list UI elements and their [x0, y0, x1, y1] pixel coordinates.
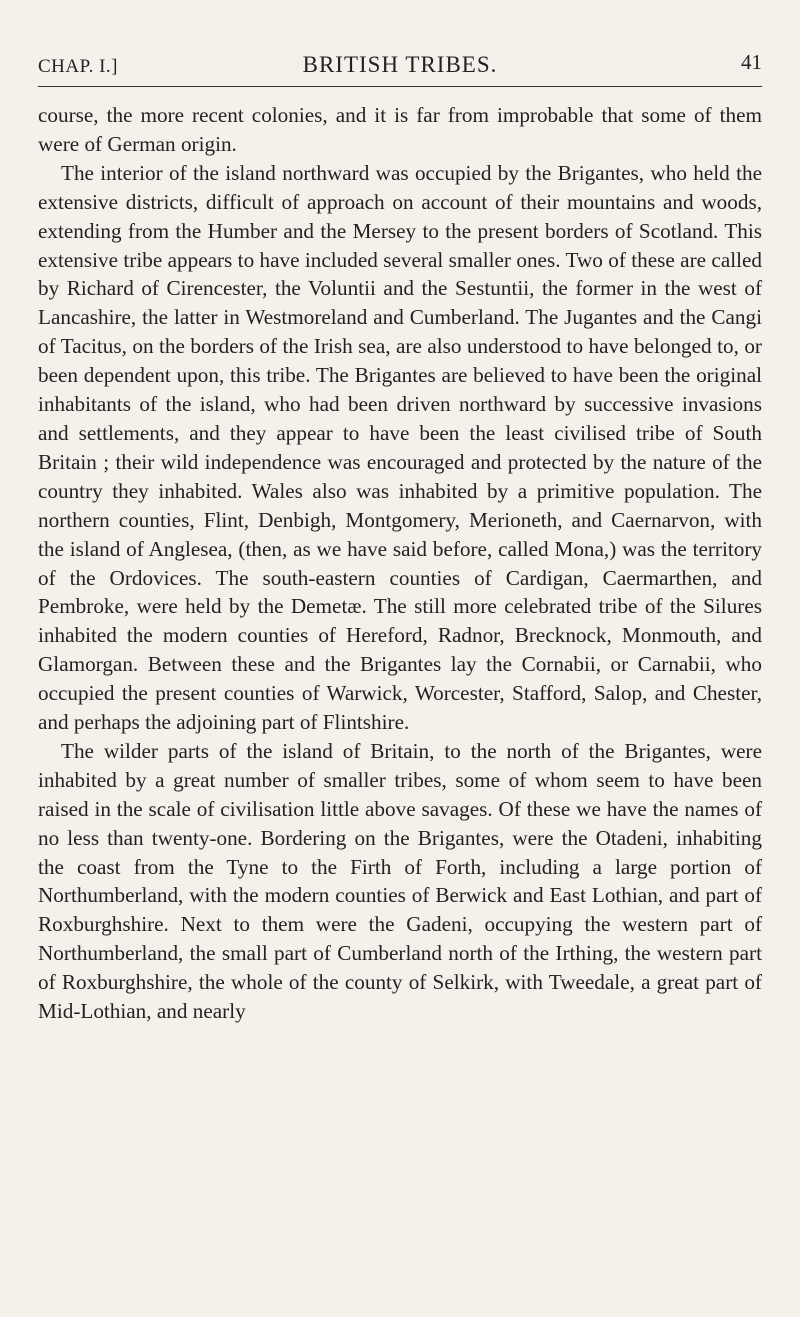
chapter-label: CHAP. I.] [38, 56, 118, 77]
paragraph-brigantes: The interior of the island northward was occupied by the Brigantes, who held the extensive districts, difficult of approach on account of their mountains and woods, extending from the Humber and the Mersey to the present borders of Scotland. This extensive tribe appears to have included several smaller ones. Two of these are called by Richard of Cirencester, the Voluntii and the Sestuntii, the former in the west of Lancashire, the latter in Westmoreland and Cumberland. The Jugantes and the Cangi of Tacitus, on the borders of the Irish sea, are also understood to have belonged to, or been dependent upon, this tribe. The Brigantes are believed to have been the original inhabitants of the island, who had been driven northward by successive invasions and settlements, and they appear to have been the least civilised tribe of South Britain ; their wild independence was encouraged and protected by the nature of the country they inhabited. Wales also was inhabited by a primitive population. The northern counties, Flint, Denbigh, Montgomery, Merioneth, and Caernarvon, with the island of Anglesea, (then, as we have said before, called Mona,) was the territory of the Ordovices. The south-eastern counties of Cardigan, Caermarthen, and Pembroke, were held by the Demetæ. The still more celebrated tribe of the Silures inhabited the modern counties of Hereford, Radnor, Brecknock, Monmouth, and Glamorgan. Between these and the Brigantes lay the Cornabii, or Carnabii, who occupied the present counties of Warwick, Worcester, Stafford, Salop, and Chester, and perhaps the adjoining part of Flintshire. [38, 160, 762, 735]
page-title: BRITISH TRIBES. [302, 52, 498, 77]
body-text [38, 101, 762, 1026]
running-head [38, 46, 762, 87]
paragraph-continuation: course, the more recent colonies, and it is far from improbable that some of them were of German origin. [38, 103, 762, 156]
page-number: 41 [741, 50, 762, 74]
paragraph-northern-tribes: The wilder parts of the island of Britain, to the north of the Brigantes, were inhabited by a great number of smaller tribes, some of whom seem to have been raised in the scale of civilisation little above savages. Of these we have the names of no less than twenty-one. Bordering on the Brigantes, were the Otadeni, inhabiting the coast from the Tyne to the Firth of Forth, including a large portion of Northumberland, with the modern counties of Berwick and East Lothian, and part of Roxburghshire. Next to them were the Gadeni, occupying the western part of Northumberland, the small part of Cumberland north of the Irthing, the western part of Roxburghshire, the whole of the county of Selkirk, with Tweedale, a great part of Mid-Lothian, and nearly [38, 738, 762, 1024]
book-page [38, 46, 762, 1026]
